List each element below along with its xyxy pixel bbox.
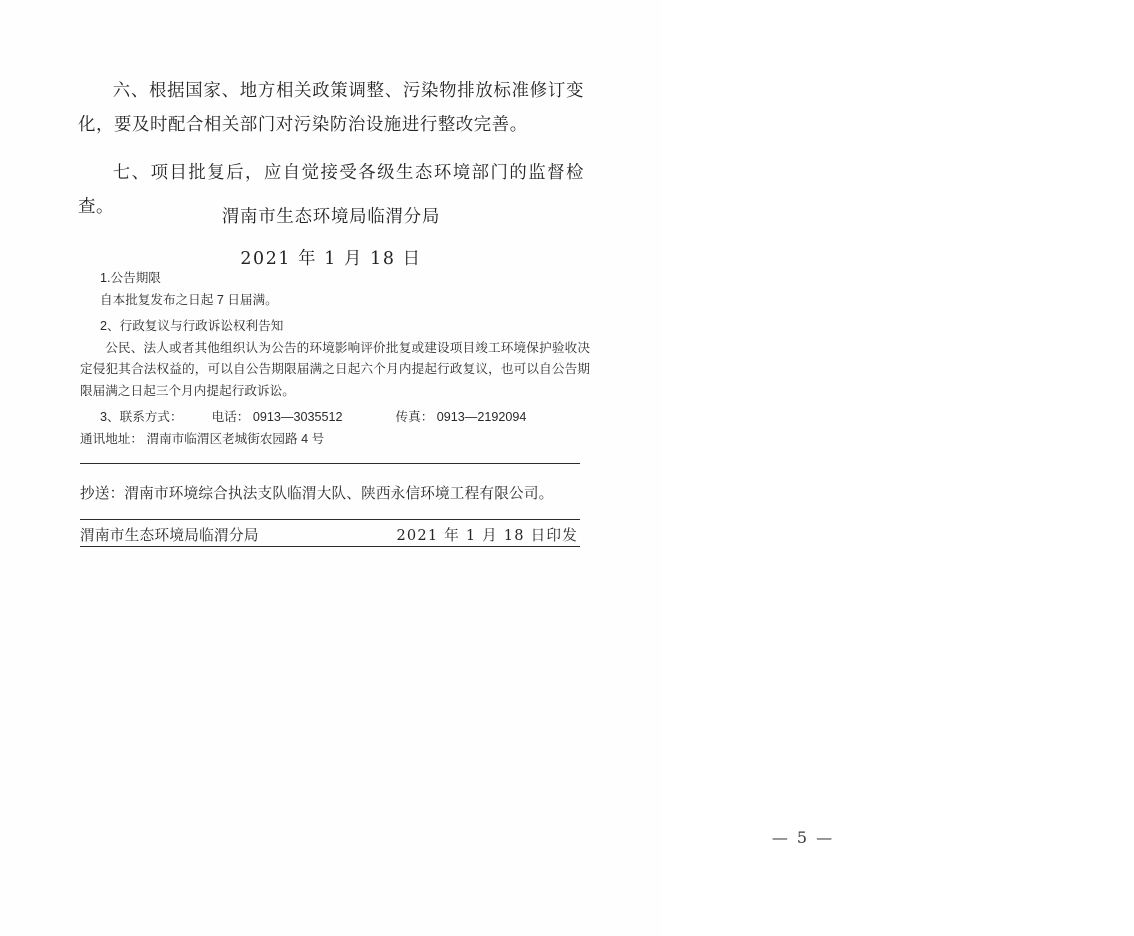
contact-label: 3、联系方式： (100, 410, 183, 424)
phone-label: 电话： (211, 410, 250, 424)
address-label: 通讯地址： (80, 431, 143, 446)
body-paragraph-seven: 七、项目批复后，应自觉接受各级生态环境部门的监督检查。 (78, 163, 584, 217)
footer-bottom-row (80, 524, 580, 545)
footer-issuer: 渭南市生态环境局临渭分局 (80, 527, 259, 544)
notice-item1-text: 自本批复发布之日起 7 日届满。 (100, 292, 278, 307)
notice-item2-heading: 2、行政复议与行政诉讼权利告知 (100, 319, 284, 333)
notice-item1-heading: 1.公告期限 (100, 271, 161, 285)
phone-value: 0913—3035512 (252, 410, 343, 424)
fax-label: 传真： (395, 410, 434, 424)
notice-address-line (80, 429, 590, 451)
signature-date: 2021 年 1 月 18 日 (240, 249, 422, 269)
signature-organization: 渭南市生态环境局临渭分局 (221, 207, 441, 227)
footer-rule-bottom (80, 546, 580, 547)
notice-item2-text: 公民、法人或者其他组织认为公告的环境影响评价批复或建设项目竣工环境保护验收决定侵犯其合法权益的，可以自公告期限届满之日起六个月内提起行政复议，也可以自公告期限届满之日起三个月内提起行政诉讼。 (80, 340, 590, 398)
notice-block (80, 268, 590, 450)
body-paragraph-six: 六、根据国家、地方相关政策调整、污染物排放标准修订变化，要及时配合相关部门对污染防治设施进行整改完善。 (78, 81, 584, 135)
page-number: — 5 — (771, 828, 835, 847)
footer-issue-date: 2021 年 1 月 18 日印发 (396, 527, 578, 544)
address-value: 渭南市临渭区老城街农园路 4 号 (146, 431, 325, 446)
body-text-block (78, 74, 584, 269)
footer-rule-top (80, 463, 580, 464)
notice-contact-line (80, 407, 590, 429)
footer-cc-line: 抄送：渭南市环境综合执法支队临渭大队、陕西永信环境工程有限公司。 (80, 485, 554, 502)
footer-rule-middle (80, 519, 580, 520)
fax-value: 0913—2192094 (436, 410, 527, 424)
